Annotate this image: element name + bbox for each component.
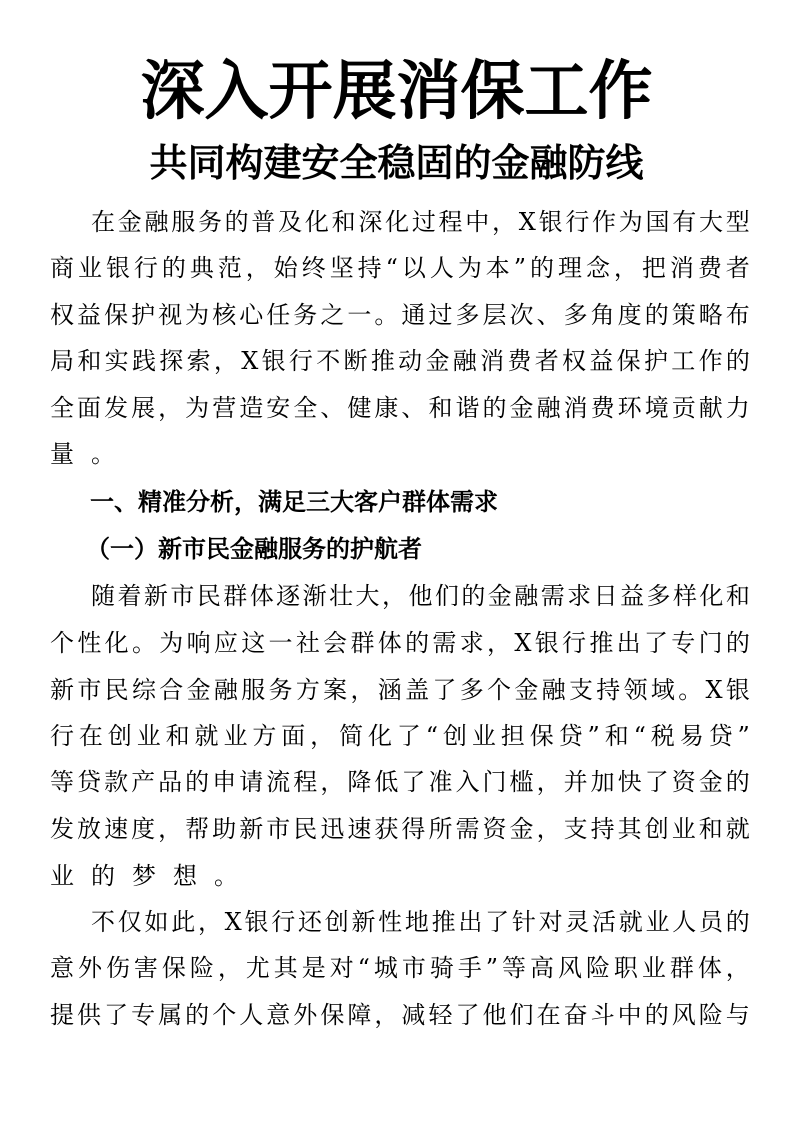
intro-line-6: 量。 [50,440,132,468]
subsection-heading: （一）新市民金融服务的护航者 [86,535,422,563]
intro-line-5: 全 面 发 展 ， 为 营 造 安 全 、 健 康 、 和 谐 的 金 融 消 费 环 境 贡 献 力 [50,394,750,422]
intro-line-4: 局 和 实 践 探 索 ， X 银 行 不 断 推 动 金 融 消 费 者 权 益 保 护 工 作 的 [50,347,750,375]
para2-line-1: 随 着 新 市 民 群 体 逐 渐 壮 大 ， 他 们 的 金 融 需 求 日 益 多 样 化 和 [91,582,750,610]
para3-line-3: 提 供 了 专 属 的 个 人 意 外 保 障 ， 减 轻 了 他 们 在 奋 斗 中 的 风 险 与 [50,1001,750,1029]
document-title: 深入开展消保工作 [140,54,653,129]
para2-line-7: 业的梦想。 [50,862,255,890]
para3-line-2: 意 外 伤 害 保 险 ， 尤 其 是 对 “ 城 市 骑 手 ” 等 高 风 险 职 业 群 体 ， [50,954,750,982]
intro-line-2: 商 业 银 行 的 典 范 ， 始 终 坚 持 “ 以 人 为 本 ” 的 理 念 ， 把 消 费 者 [50,254,750,282]
para2-line-2: 个 性 化 。 为 响 应 这 一 社 会 群 体 的 需 求 ， X 银 行 推 出 了 专 门 的 [50,629,750,657]
document-subtitle: 共同构建安全稳固的金融防线 [149,140,644,185]
intro-line-1: 在 金 融 服 务 的 普 及 化 和 深 化 过 程 中 ， X 银 行 作 为 国 有 大 型 [91,208,750,236]
para2-line-3: 新 市 民 综 合 金 融 服 务 方 案 ， 涵 盖 了 多 个 金 融 支 持 领 域 。 X 银 [50,676,750,704]
para2-line-4: 行 在 创 业 和 就 业 方 面 ， 简 化 了 “ 创 业 担 保 贷 ” 和 “ 税 易 贷 ” [50,722,750,750]
para2-line-5: 等 贷 款 产 品 的 申 请 流 程 ， 降 低 了 准 入 门 槛 ， 并 加 快 了 资 金 的 [50,768,750,796]
para3-line-1: 不 仅 如 此 ， X 银 行 还 创 新 性 地 推 出 了 针 对 灵 活 就 业 人 员 的 [91,908,750,936]
section-heading: 一、精准分析，满足三大客户群体需求 [90,488,498,516]
para2-line-6: 发 放 速 度 ， 帮 助 新 市 民 迅 速 获 得 所 需 资 金 ， 支 持 其 创 业 和 就 [50,815,750,843]
intro-line-3: 权 益 保 护 视 为 核 心 任 务 之 一 。 通 过 多 层 次 、 多 角 度 的 策 略 布 [50,301,750,329]
